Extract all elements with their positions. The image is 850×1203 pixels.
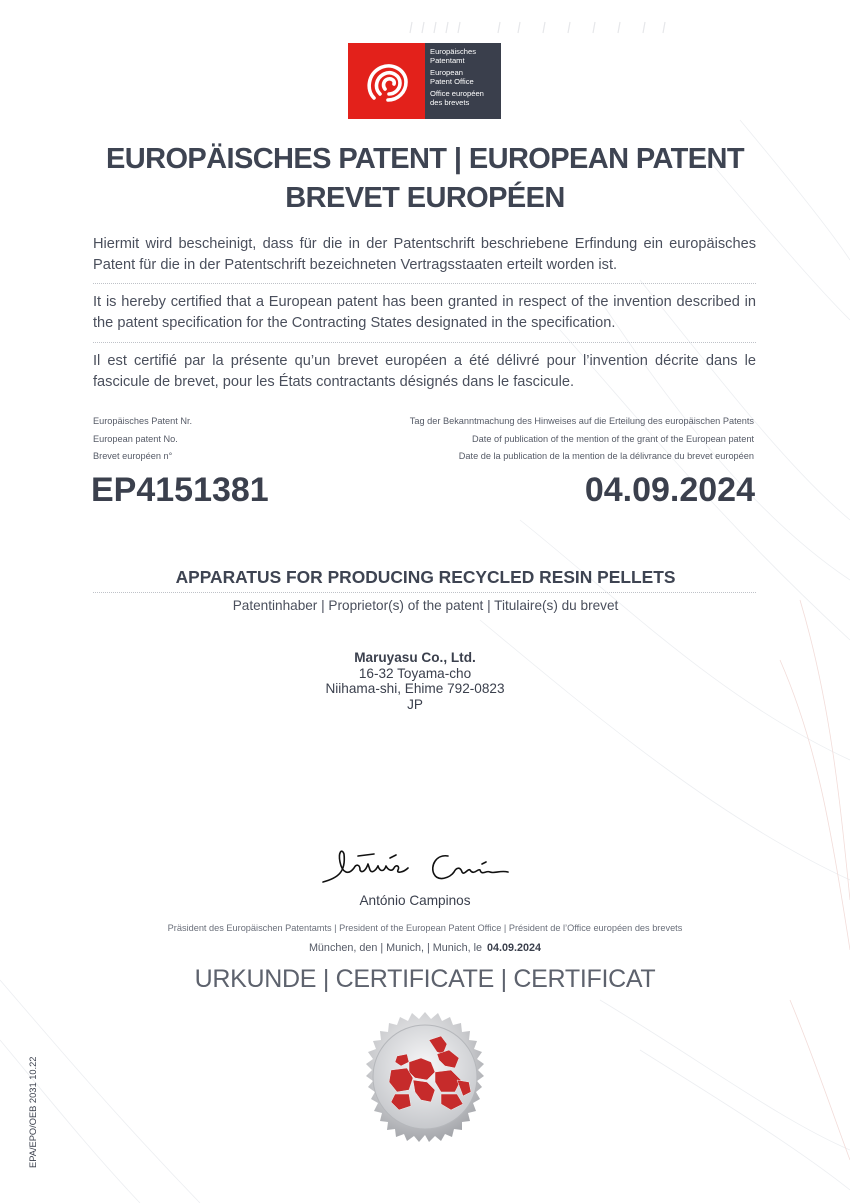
epo-logo: [348, 43, 501, 119]
proprietor-country: JP: [407, 696, 423, 712]
epo-swirl-icon: [360, 54, 414, 108]
place-text: München, den | Munich, | Munich, le: [308, 942, 482, 954]
signer-name: António Campinos: [359, 893, 471, 908]
publication-date-label-en: Date of publication of the mention of the grant of the European patent: [472, 433, 754, 444]
certification-text-en: It is hereby certified that a European patent has been granted in respect of the invention described in the patent specification for the Contracting States designated in the specification.: [93, 294, 756, 331]
certification-text-fr: Il est certifié par la présente qu’un brevet européen a été délivré pour l’invention décrite dans le fascicule de brevet, pour les États contractants désignés dans le fascicule.: [93, 353, 756, 390]
europe-map-seal: [351, 1010, 499, 1158]
patent-number-labels: [93, 413, 192, 466]
certification-text-de: Hiermit wird bescheinigt, dass für die in der Patentschrift beschriebene Erfindung ein europäisches Patent für die in der Patentschrift bezeichneten Vertragsstaaten erteilt worden ist.: [93, 236, 756, 273]
publication-date-label-de: Tag der Bekanntmachung des Hinweises auf die Erteilung des europäischen Patents: [409, 416, 754, 426]
divider: [93, 342, 756, 343]
certificate-heading: URKUNDE | CERTIFICATE | CERTIFICAT: [194, 965, 656, 993]
logo-line: des brevets: [430, 97, 470, 107]
proprietor-block: [215, 650, 615, 712]
document-title-line-2: BREVET EUROPÉEN: [285, 182, 565, 214]
patent-number-label-en: European patent No.: [93, 433, 178, 444]
patent-number-label-fr: Brevet européen n°: [93, 451, 173, 461]
publication-date-labels: [410, 413, 754, 466]
patent-number: EP4151381: [91, 471, 269, 509]
proprietor-name: Maruyasu Co., Ltd.: [354, 650, 476, 665]
place-and-date: [60, 942, 790, 954]
invention-title: APPARATUS FOR PRODUCING RECYCLED RESIN PELLETS: [175, 567, 676, 587]
logo-line: Patent Office: [430, 76, 474, 86]
logo-line: Office européen: [430, 89, 484, 99]
logo-line: Europäisches: [430, 47, 477, 56]
proprietor-city: Niihama-shi, Ehime 792-0823: [325, 681, 505, 696]
epo-logo-text: [425, 43, 501, 119]
publication-date: 04.09.2024: [584, 471, 755, 509]
publication-date-label-fr: Date de la publication de la mention de la délivrance du brevet européen: [458, 451, 754, 461]
signature-date: 04.09.2024: [487, 942, 542, 954]
proprietor-label: Patentinhaber | Proprietor(s) of the patent | Titulaire(s) du brevet: [232, 598, 619, 613]
form-code: EPA/EPO/OEB 2031 10.22: [28, 1056, 38, 1168]
proprietor-street: 16-32 Toyama-cho: [358, 665, 472, 681]
epo-logo-mark: [348, 43, 425, 119]
signature-image: [318, 842, 518, 892]
document-title-line-1: EUROPÄISCHES PATENT | EUROPEAN PATENT: [106, 143, 744, 175]
divider: [93, 283, 756, 284]
divider: [93, 592, 756, 593]
signer-title: Präsident des Europäischen Patentamts | President of the European Patent Office | Président de l’Office européen des brevets: [167, 923, 683, 933]
patent-number-label-de: Europäisches Patent Nr.: [93, 416, 193, 426]
logo-line: Patentamt: [430, 55, 465, 65]
logo-line: European: [430, 68, 463, 78]
